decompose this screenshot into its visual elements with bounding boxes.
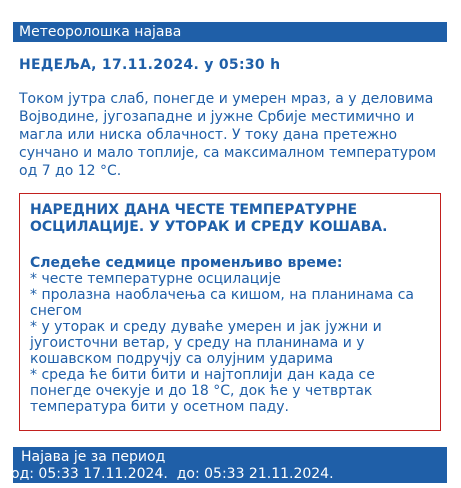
forecast-text: Током јутра слаб, понегде и умерен мраз, а у деловима Војводине, југозападне и јужне Србије местимично и магла или ниска облачност. У току дана претежно сунчано и мало топлије, са максималном температуром од 7 до 12 °C. xyxy=(19,91,437,179)
notice-item: * пролазна наоблачења са кишом, на планинама са снегом xyxy=(30,287,414,319)
forecast-date: НЕДЕЉА, 17.11.2024. у 05:30 h xyxy=(19,57,281,73)
period-range: од: 05:33 17.11.2024. до: 05:33 21.11.2024. xyxy=(11,466,334,482)
forecast-period-bar xyxy=(13,447,447,483)
notice-item: * у уторак и среду дуваће умерен и јак јужни и југоисточни ветар, у среду на планинама и у кошавском подручју са олујним ударима xyxy=(30,319,382,367)
header-title: Метеоролошка најава xyxy=(19,24,182,40)
weather-notice-box xyxy=(19,193,441,431)
notice-item: * честе температурне осцилације xyxy=(30,271,281,287)
notice-subtitle: Следеће седмице променљиво време: xyxy=(30,255,343,271)
notice-item: * среда ће бити бити и најтоплији дан када се понегде очекује и до 18 °C, док ће у четвртак температура бити у осетном паду. xyxy=(30,367,375,415)
period-label: Најава је за период xyxy=(21,449,166,465)
forecast-header xyxy=(13,22,447,42)
notice-title: НАРЕДНИХ ДАНА ЧЕСТЕ ТЕМПЕРАТУРНЕ ОСЦИЛАЦИЈЕ. У УТОРАК И СРЕДУ КОШАВА. xyxy=(30,202,388,235)
